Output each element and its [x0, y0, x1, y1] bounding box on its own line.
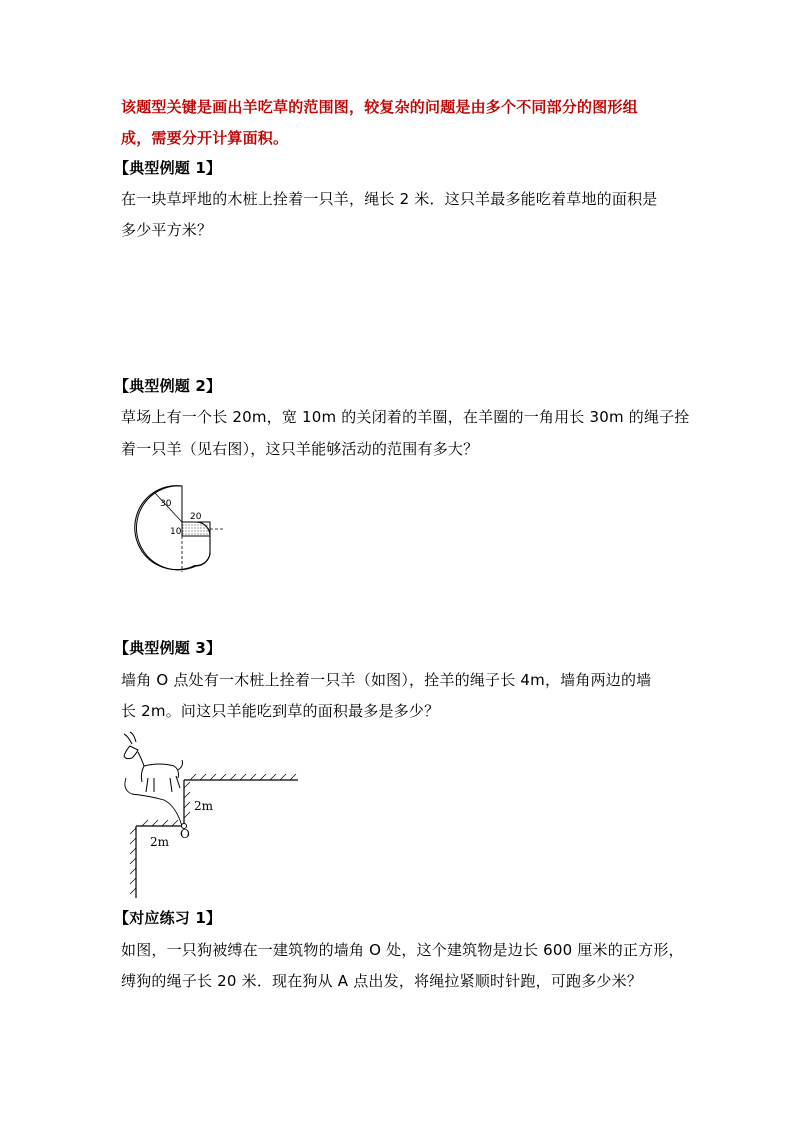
example2-line-1: 草场上有一个长 20m，宽 10m 的关闭着的羊圈，在羊圈的一角用长 30m 的绳子拴	[121, 408, 690, 426]
example2-line-2: 着一只羊（见右图），这只羊能够活动的范围有多大？	[121, 440, 479, 458]
practice1-line-2: 缚狗的绳子长 20 米．现在狗从 A 点出发，将绳拉紧顺时针跑，可跑多少米？	[121, 972, 643, 990]
intro-line-2: 成，需要分开计算面积。	[121, 129, 289, 147]
practice1-heading: 【对应练习 1】	[114, 909, 222, 927]
example2-heading: 【典型例题 2】	[114, 377, 222, 395]
example1-heading: 【典型例题 1】	[114, 159, 222, 177]
practice1-line-1: 如图，一只狗被缚在一建筑物的墙角 O 处，这个建筑物是边长 600 厘米的正方形，	[121, 941, 684, 959]
pen-length-label: 20	[190, 512, 202, 522]
upper-wall-label: 2m	[194, 799, 214, 813]
lower-wall-label: 2m	[150, 835, 170, 849]
example1-line-2: 多少平方米？	[121, 221, 213, 239]
rope-label: 30	[160, 499, 172, 509]
example1-line-1: 在一块草坪地的木桩上拴着一只羊，绳长 2 米．这只羊最多能吃着草地的面积是	[121, 190, 658, 208]
example3-line-1: 墙角 O 点处有一木桩上拴着一只羊（如图），拴羊的绳子长 4m，墙角两边的墙	[121, 671, 652, 689]
point-o-label: O	[180, 827, 190, 841]
wall-corner-figure	[110, 730, 310, 902]
pen-width-label: 10	[170, 527, 182, 537]
intro-line-1: 该题型关键是画出羊吃草的范围图，较复杂的问题是由多个不同部分的图形组	[121, 98, 638, 116]
example3-line-2: 长 2m。问这只羊能吃到草的面积最多是多少？	[121, 702, 440, 720]
example3-heading: 【典型例题 3】	[114, 639, 222, 657]
sheep-pen	[182, 522, 210, 536]
goat-icon	[124, 732, 183, 826]
sheep-pen-figure	[128, 476, 238, 580]
